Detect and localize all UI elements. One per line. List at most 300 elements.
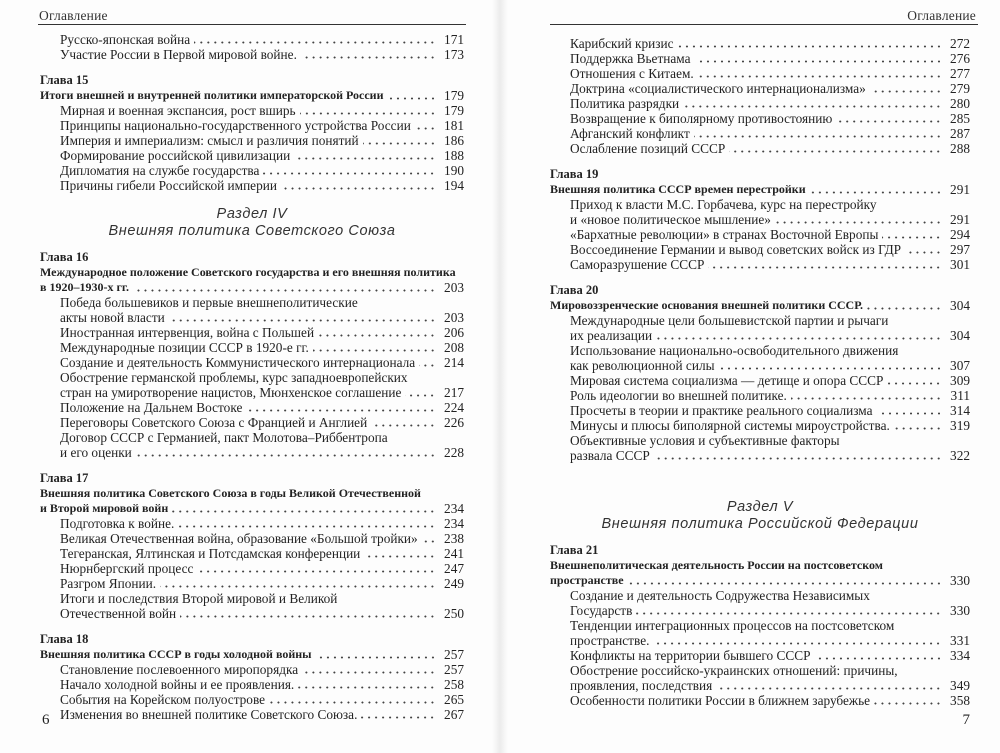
toc-entry[interactable] xyxy=(40,546,464,561)
entry-text-line: «Бархатные революции» в странах Восточной Европы xyxy=(570,227,879,242)
entry-page-number: 294 xyxy=(950,227,970,242)
toc-entry[interactable] xyxy=(40,47,464,62)
entry-page-number: 330 xyxy=(950,573,970,588)
toc-entry[interactable] xyxy=(40,355,464,370)
dot-leader xyxy=(882,236,942,239)
dot-leader xyxy=(775,221,942,224)
toc-entry[interactable] xyxy=(550,81,970,96)
section-title: Внешняя политика Российской Федерации xyxy=(601,515,919,532)
entry-text-line: Русско-японская война xyxy=(60,32,191,47)
entry-page-number: 276 xyxy=(950,51,970,66)
toc-content xyxy=(550,36,970,708)
entry-text-line: стран на умиротворение нацистов, Мюнхенское соглашение xyxy=(60,385,402,400)
entry-last-line xyxy=(60,148,464,163)
entry-last-line xyxy=(570,227,970,242)
entry-text-line: развала СССР xyxy=(570,448,650,463)
toc-content xyxy=(40,32,464,722)
dot-leader xyxy=(313,349,436,352)
entry-text-line: Отечественной войн xyxy=(60,606,177,621)
entry-text-line: Доктрина «социалистического интернационализма» xyxy=(570,81,866,96)
dot-leader xyxy=(364,555,436,558)
chapter-block xyxy=(40,250,464,460)
entry-last-line xyxy=(570,418,970,433)
dot-leader xyxy=(894,427,942,430)
dot-leader xyxy=(405,394,436,397)
dot-leader xyxy=(388,97,436,100)
entry-page-number: 194 xyxy=(444,178,464,193)
toc-entry[interactable] xyxy=(550,433,970,463)
entry-text-line: Положение на Дальнем Востоке xyxy=(60,400,243,415)
entry-text-line: Причины гибели Российской империи xyxy=(60,178,277,193)
entry-last-line xyxy=(570,448,970,463)
entry-text-line: Великая Отечественная война, образование «Большой тройки» xyxy=(60,531,418,546)
page-number: 6 xyxy=(42,712,50,728)
dot-leader xyxy=(656,337,942,340)
entry-text-line: Внешняя политика СССР в годы холодной войны xyxy=(40,647,312,661)
entry-last-line xyxy=(60,133,464,148)
toc-entry[interactable] xyxy=(40,677,464,692)
entry-page-number: 314 xyxy=(950,403,970,418)
entry-page-number: 280 xyxy=(950,96,970,111)
dot-leader xyxy=(160,585,436,588)
entry-text-line: Тегеранская, Ялтинская и Потсдамская конференции xyxy=(60,546,361,561)
dot-leader xyxy=(874,702,942,705)
entry-text-line: События на Корейском полуострове xyxy=(60,692,266,707)
toc-entry[interactable] xyxy=(550,141,970,156)
toc-entry[interactable] xyxy=(550,648,970,663)
toc-entry[interactable] xyxy=(550,663,970,693)
chapter-title-entry[interactable] xyxy=(550,298,970,313)
toc-entry[interactable] xyxy=(40,163,464,178)
entry-last-line xyxy=(570,96,970,111)
dot-leader xyxy=(136,454,436,457)
toc-entry[interactable] xyxy=(40,707,464,722)
entry-page-number: 190 xyxy=(444,163,464,178)
toc-entry[interactable] xyxy=(40,32,464,47)
entry-last-line xyxy=(570,388,970,403)
entry-last-line xyxy=(570,633,970,648)
toc-entry[interactable] xyxy=(550,126,970,141)
entry-last-line xyxy=(570,648,970,663)
entry-page-number: 265 xyxy=(444,692,464,707)
entry-text-line: Афганский конфликт xyxy=(570,126,690,141)
entry-text-line: Возвращение к биполярному противостоянию xyxy=(570,111,833,126)
entry-last-line xyxy=(40,280,464,295)
entry-last-line xyxy=(570,257,970,272)
entry-page-number: 238 xyxy=(444,531,464,546)
chapter-title-entry[interactable] xyxy=(550,558,970,588)
entry-last-line xyxy=(60,385,464,400)
entry-last-line xyxy=(60,163,464,178)
entry-last-line xyxy=(570,373,970,388)
entry-last-line xyxy=(60,118,464,133)
section-heading xyxy=(550,499,970,532)
entry-text-line: Создание и деятельность Коммунистического интернационала xyxy=(60,355,416,370)
entry-text-line: Нюрнбергский процесс xyxy=(60,561,194,576)
toc-entry[interactable] xyxy=(550,96,970,111)
entry-last-line xyxy=(60,415,464,430)
entry-last-line xyxy=(550,573,970,588)
dot-leader xyxy=(294,157,436,160)
entry-page-number: 279 xyxy=(950,81,970,96)
entry-text-line: Роль идеологии во внешней политике. xyxy=(570,388,787,403)
entry-last-line xyxy=(570,111,970,126)
entry-last-line xyxy=(60,355,464,370)
entry-page-number: 309 xyxy=(950,373,970,388)
entry-page-number: 241 xyxy=(444,546,464,561)
chapter-label: Глава 16 xyxy=(40,250,89,264)
entry-page-number: 301 xyxy=(950,257,970,272)
entry-last-line xyxy=(60,662,464,677)
dot-leader xyxy=(169,319,436,322)
toc-entry[interactable] xyxy=(550,343,970,373)
entry-text-line: Начало холодной войны и ее проявления. xyxy=(60,677,295,692)
entry-page-number: 179 xyxy=(444,103,464,118)
entry-text-line: Просчеты в теории и практике реального социализма xyxy=(570,403,873,418)
entry-text-line: Формирование российской цивилизации xyxy=(60,148,291,163)
entry-text-line: в 1920–1930-х гг. xyxy=(40,280,130,294)
entry-text-line: Тенденции интеграционных процессов на постсоветском xyxy=(570,618,895,633)
chapter-title-entry[interactable] xyxy=(40,88,464,103)
entry-text-line: Международные позиции СССР в 1920-е гг. xyxy=(60,340,309,355)
toc-entry[interactable] xyxy=(40,531,464,546)
entry-last-line xyxy=(570,603,970,618)
entry-text-line: Империя и империализм: смысл и различия понятий xyxy=(60,133,359,148)
entry-text-line: Карибский кризис xyxy=(570,36,674,51)
entry-text-line: Политика разрядки xyxy=(570,96,680,111)
entry-last-line xyxy=(40,501,464,516)
dot-leader xyxy=(887,382,942,385)
entry-text-line: Становление послевоенного миропорядка xyxy=(60,662,299,677)
entry-text-line: Договор СССР с Германией, пакт Молотова–Риббентропа xyxy=(60,430,388,445)
toc-entry[interactable] xyxy=(550,388,970,403)
dot-leader xyxy=(716,687,942,690)
toc-entry[interactable] xyxy=(40,430,464,460)
entry-page-number: 291 xyxy=(950,182,970,197)
entry-last-line xyxy=(570,328,970,343)
entry-text-line: Участие России в Первой мировой войне. xyxy=(60,47,297,62)
entry-page-number: 173 xyxy=(444,47,464,62)
entry-last-line xyxy=(60,707,464,722)
toc-entry[interactable] xyxy=(550,197,970,227)
toc-entry[interactable] xyxy=(40,148,464,163)
entry-text-line: и его оценки xyxy=(60,445,132,460)
entry-page-number: 217 xyxy=(444,385,464,400)
dot-leader xyxy=(194,41,436,44)
entry-last-line xyxy=(570,212,970,227)
section-label: Раздел V xyxy=(726,499,794,515)
entry-last-line xyxy=(60,103,464,118)
dot-leader xyxy=(178,525,436,528)
dot-leader xyxy=(371,424,436,427)
chapter-label: Глава 17 xyxy=(40,471,89,485)
toc-entry[interactable] xyxy=(550,242,970,257)
entry-text-line: Воссоединение Германии и вывод советских войск из ГДР xyxy=(570,242,902,257)
toc-entry[interactable] xyxy=(550,51,970,66)
toc-entry[interactable] xyxy=(550,403,970,418)
page-number: 7 xyxy=(962,712,970,728)
entry-page-number: 179 xyxy=(444,88,464,103)
dot-leader xyxy=(791,397,942,400)
entry-text-line: Создание и деятельность Содружества Независимых xyxy=(570,588,870,603)
toc-entry[interactable] xyxy=(40,340,464,355)
dot-leader xyxy=(654,457,942,460)
chapter-title-entry[interactable] xyxy=(40,265,464,295)
entry-text-line: Изменения во внешней политике Советского Союза. xyxy=(60,707,358,722)
entry-last-line xyxy=(550,298,970,313)
entry-page-number: 307 xyxy=(950,358,970,373)
entry-last-line xyxy=(40,647,464,662)
dot-leader xyxy=(318,334,436,337)
entry-page-number: 319 xyxy=(950,418,970,433)
entry-page-number: 214 xyxy=(444,355,464,370)
toc-entry[interactable] xyxy=(40,662,464,677)
entry-text-line: Международные цели большевистской партии и рычаги xyxy=(570,313,889,328)
entry-last-line xyxy=(60,445,464,460)
entry-page-number: 203 xyxy=(444,280,464,295)
entry-text-line: Внешнеполитическая деятельность России на постсоветском xyxy=(550,558,883,572)
toc-entry[interactable] xyxy=(40,591,464,621)
toc-entry[interactable] xyxy=(40,178,464,193)
chapter-title-entry[interactable] xyxy=(40,647,464,662)
dot-leader xyxy=(695,60,942,63)
entry-last-line xyxy=(570,403,970,418)
entry-text-line: Обострение германской проблемы, курс западноевропейских xyxy=(60,370,408,385)
toc-entry[interactable] xyxy=(40,516,464,531)
toc-entry[interactable] xyxy=(550,693,970,708)
running-head: Оглавление xyxy=(39,8,108,23)
dot-leader xyxy=(636,612,942,615)
entry-last-line xyxy=(60,178,464,193)
entry-page-number: 288 xyxy=(950,141,970,156)
dot-leader xyxy=(298,686,436,689)
chapter-title-entry[interactable] xyxy=(40,486,464,516)
entry-text-line: Иностранная интервенция, война с Польшей xyxy=(60,325,315,340)
entry-last-line xyxy=(60,531,464,546)
chapter-label: Глава 18 xyxy=(40,632,89,646)
chapter-title-entry[interactable] xyxy=(550,182,970,197)
entry-last-line xyxy=(60,561,464,576)
entry-last-line xyxy=(60,400,464,415)
dot-leader xyxy=(678,45,942,48)
toc-entry[interactable] xyxy=(550,66,970,81)
running-head: Оглавление xyxy=(907,8,976,23)
entry-text-line: Приход к власти М.С. Горбачева, курс на перестройку xyxy=(570,197,877,212)
dot-leader xyxy=(422,540,436,543)
dot-leader xyxy=(180,615,436,618)
entry-page-number: 287 xyxy=(950,126,970,141)
entry-page-number: 249 xyxy=(444,576,464,591)
entry-last-line xyxy=(570,81,970,96)
entry-last-line xyxy=(60,692,464,707)
entry-last-line xyxy=(60,47,464,62)
dot-leader xyxy=(281,187,436,190)
entry-page-number: 250 xyxy=(444,606,464,621)
entry-last-line xyxy=(60,325,464,340)
header-rule xyxy=(38,24,466,25)
entry-last-line xyxy=(550,182,970,197)
entry-last-line xyxy=(60,32,464,47)
chapter-label: Глава 15 xyxy=(40,73,89,87)
entry-last-line xyxy=(570,242,970,257)
dot-leader xyxy=(300,112,436,115)
chapter-label: Глава 21 xyxy=(550,543,599,557)
dot-leader xyxy=(698,75,942,78)
entry-text-line: и «новое политическое мышление» xyxy=(570,212,771,227)
entry-page-number: 297 xyxy=(950,242,970,257)
dot-leader xyxy=(683,105,942,108)
dot-leader xyxy=(708,266,942,269)
dot-leader xyxy=(363,142,436,145)
entry-text-line: акты новой власти xyxy=(60,310,165,325)
entry-page-number: 291 xyxy=(950,212,970,227)
entry-text-line: Переговоры Советского Союза с Францией и Англией xyxy=(60,415,368,430)
dot-leader xyxy=(905,251,942,254)
entry-page-number: 247 xyxy=(444,561,464,576)
entry-page-number: 322 xyxy=(950,448,970,463)
entry-text-line: и Второй мировой войн xyxy=(40,501,169,515)
entry-text-line: Итоги и последствия Второй мировой и Великой xyxy=(60,591,338,606)
toc-entry[interactable] xyxy=(550,418,970,433)
dot-leader xyxy=(361,716,436,719)
toc-entry[interactable] xyxy=(40,133,464,148)
entry-last-line xyxy=(60,516,464,531)
right-page xyxy=(500,0,1000,753)
entry-page-number: 311 xyxy=(950,388,970,403)
entry-text-line: Мировоззренческие основания внешней политики СССР. xyxy=(550,298,864,312)
entry-page-number: 277 xyxy=(950,66,970,81)
section-heading xyxy=(40,206,464,239)
entry-last-line xyxy=(570,693,970,708)
entry-text-line: Конфликты на территории бывшего СССР xyxy=(570,648,811,663)
chapter-label: Глава 20 xyxy=(550,283,599,297)
dot-leader xyxy=(870,90,942,93)
entry-last-line xyxy=(570,126,970,141)
entry-page-number: 203 xyxy=(444,310,464,325)
entry-page-number: 334 xyxy=(950,648,970,663)
dot-leader xyxy=(694,135,942,138)
entry-last-line xyxy=(60,546,464,561)
toc-entry[interactable] xyxy=(40,118,464,133)
dot-leader xyxy=(653,642,942,645)
toc-entry[interactable] xyxy=(40,400,464,415)
toc-entry[interactable] xyxy=(550,227,970,242)
chapter-block xyxy=(40,73,464,193)
entry-last-line xyxy=(60,576,464,591)
entry-page-number: 224 xyxy=(444,400,464,415)
entry-text-line: Принципы национально-государственного устройства России xyxy=(60,118,411,133)
entry-text-line: Итоги внешней и внутренней политики императорской России xyxy=(40,88,384,102)
dot-leader xyxy=(729,150,942,153)
entry-last-line xyxy=(60,340,464,355)
entry-text-line: Внешняя политика СССР времен перестройки xyxy=(550,182,806,196)
entry-text-line: Отношения с Китаем. xyxy=(570,66,694,81)
entry-text-line: Подготовка к войне. xyxy=(60,516,175,531)
toc-entry[interactable] xyxy=(40,295,464,325)
toc-entry[interactable] xyxy=(40,415,464,430)
toc-entry[interactable] xyxy=(550,588,970,618)
chapter-block xyxy=(40,471,464,621)
toc-entry[interactable] xyxy=(40,370,464,400)
entry-page-number: 234 xyxy=(444,501,464,516)
entry-text-line: Особенности политики России в ближнем зарубежье xyxy=(570,693,871,708)
header-rule xyxy=(550,24,978,25)
entry-text-line: Ослабление позиций СССР xyxy=(570,141,726,156)
entry-text-line: их реализации xyxy=(570,328,653,343)
entry-page-number: 257 xyxy=(444,662,464,677)
dot-leader xyxy=(197,570,436,573)
dot-leader xyxy=(815,657,942,660)
entry-text-line: Разгром Японии. xyxy=(60,576,157,591)
entry-page-number: 257 xyxy=(444,647,464,662)
toc-entry[interactable] xyxy=(550,313,970,343)
toc-entry[interactable] xyxy=(550,36,970,51)
dot-leader xyxy=(263,172,436,175)
entry-page-number: 181 xyxy=(444,118,464,133)
entry-last-line xyxy=(570,678,970,693)
dot-leader xyxy=(316,656,436,659)
section-label: Раздел IV xyxy=(216,206,288,222)
entry-last-line xyxy=(570,66,970,81)
entry-page-number: 331 xyxy=(950,633,970,648)
chapter-block xyxy=(550,167,970,272)
entry-page-number: 171 xyxy=(444,32,464,47)
dot-leader xyxy=(302,671,436,674)
dot-leader xyxy=(810,191,942,194)
dot-leader xyxy=(836,120,942,123)
toc-entry[interactable] xyxy=(40,561,464,576)
entry-text-line: Государств xyxy=(570,603,633,618)
entry-text-line: Обострение российско-украинских отношений: причины, xyxy=(570,663,898,678)
entry-text-line: пространстве. xyxy=(570,633,650,648)
dot-leader xyxy=(301,56,436,59)
entry-text-line: Внешняя политика Советского Союза в годы Великой Отечественной xyxy=(40,486,421,500)
dot-leader xyxy=(867,307,942,310)
entry-page-number: 330 xyxy=(950,603,970,618)
toc-entry[interactable] xyxy=(40,692,464,707)
dot-leader xyxy=(246,409,436,412)
entry-last-line xyxy=(40,88,464,103)
entry-text-line: Объективные условия и субъективные факторы xyxy=(570,433,840,448)
entry-page-number: 258 xyxy=(444,677,464,692)
entry-page-number: 186 xyxy=(444,133,464,148)
dot-leader xyxy=(172,510,436,513)
toc-entry[interactable] xyxy=(40,576,464,591)
dot-leader xyxy=(269,701,436,704)
dot-leader xyxy=(877,412,943,415)
entry-text-line: Поддержка Вьетнама xyxy=(570,51,691,66)
entry-page-number: 267 xyxy=(444,707,464,722)
toc-entry[interactable] xyxy=(550,618,970,648)
toc-entry[interactable] xyxy=(550,111,970,126)
entry-page-number: 208 xyxy=(444,340,464,355)
entry-text-line: как революционной силы xyxy=(570,358,715,373)
toc-entry[interactable] xyxy=(40,325,464,340)
entry-page-number: 358 xyxy=(950,693,970,708)
dot-leader xyxy=(415,127,436,130)
toc-entry[interactable] xyxy=(550,257,970,272)
toc-entry[interactable] xyxy=(40,103,464,118)
chapter-block xyxy=(550,283,970,463)
entry-text-line: Использование национально-освободительного движения xyxy=(570,343,899,358)
toc-entry[interactable] xyxy=(550,373,970,388)
entry-page-number: 349 xyxy=(950,678,970,693)
entry-text-line: Саморазрушение СССР xyxy=(570,257,705,272)
dot-leader xyxy=(133,289,436,292)
entry-last-line xyxy=(570,36,970,51)
entry-last-line xyxy=(60,310,464,325)
entry-page-number: 228 xyxy=(444,445,464,460)
